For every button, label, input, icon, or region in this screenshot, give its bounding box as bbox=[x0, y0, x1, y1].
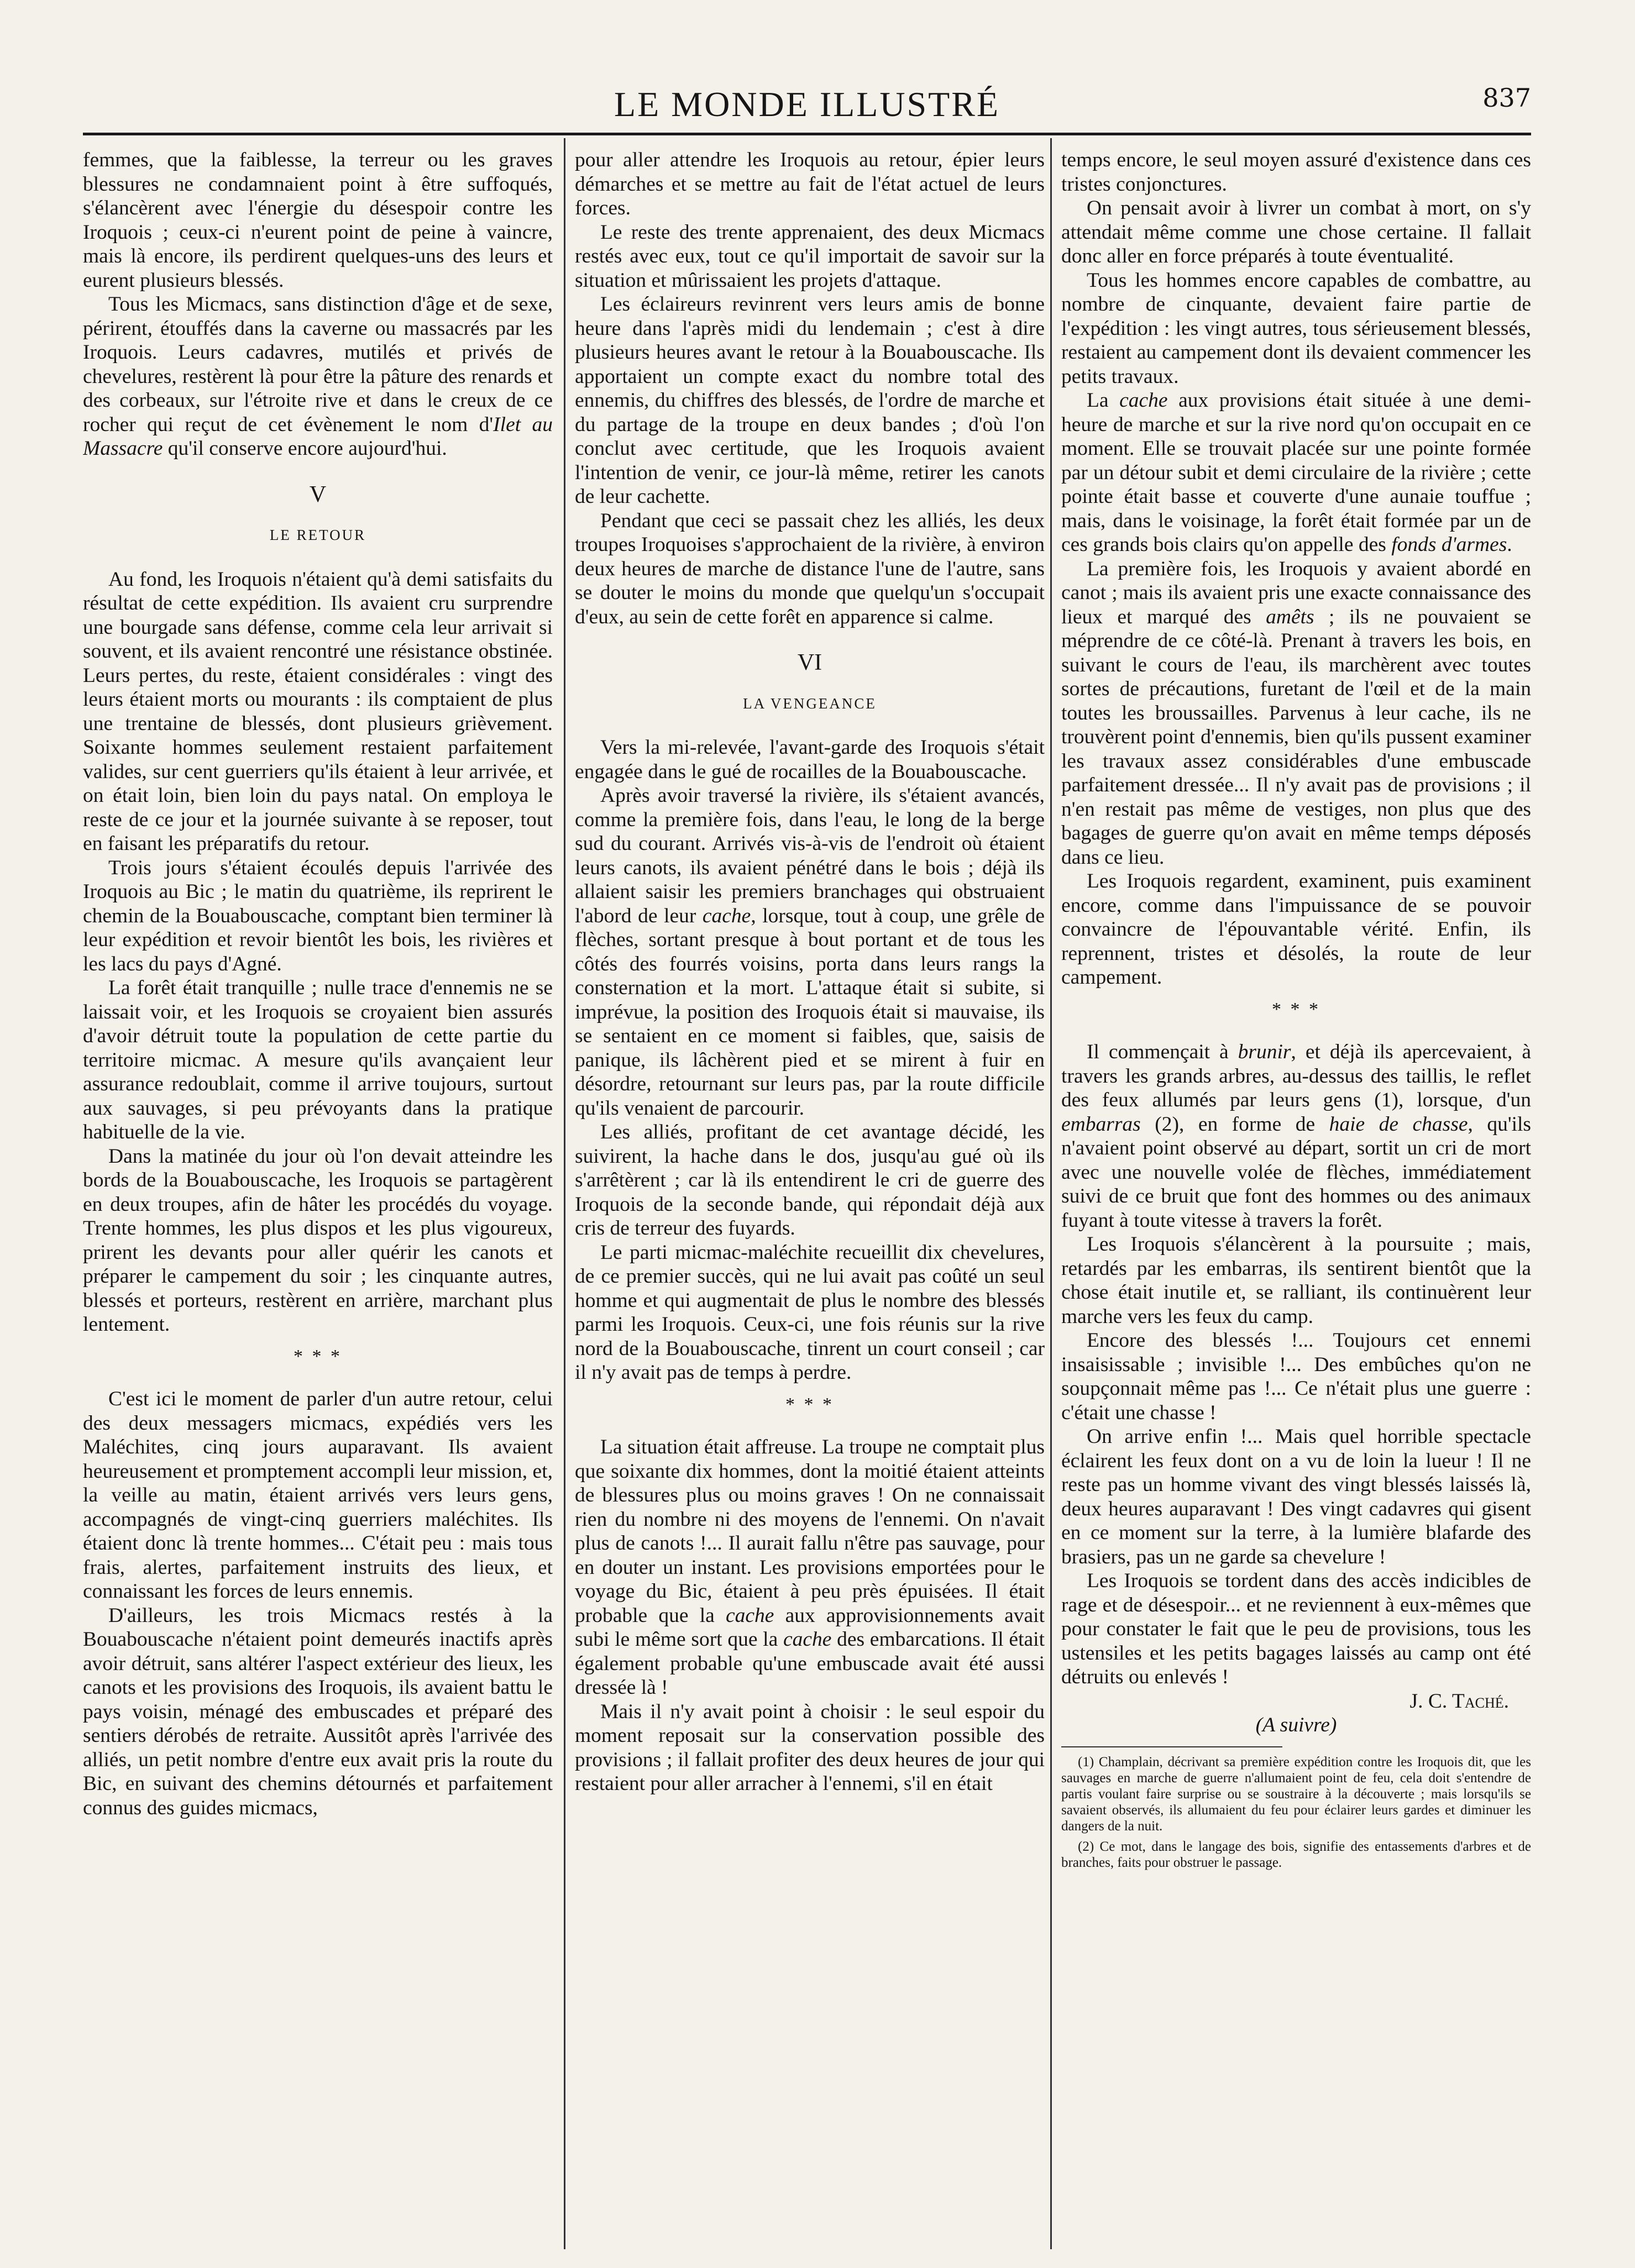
section-title: LA VENGEANCE bbox=[743, 695, 877, 712]
paragraph: femmes, que la faiblesse, la terreur ou les graves blessures ne condamnaient point à être suffoqués, s'élancèrent avec l'énergie du désespoir contre les Iroquois ; ceux-ci n'eurent point de peine à vaincre, mais là encore, ils perdirent quelques-uns des leurs et eurent plusieurs blessés. bbox=[83, 149, 553, 292]
paragraph: Les alliés, profitant de cet avantage décidé, les suivirent, la hache dans le dos, jusqu'au gué où ils s'arrêtèrent ; car là ils entendirent le cri de guerre des Iroquois de la seconde bande, qui répondait déjà aux cris de terreur des fuyards. bbox=[575, 1121, 1045, 1240]
paragraph: Trois jours s'étaient écoulés depuis l'arrivée des Iroquois au Bic ; le matin du quatrième, ils reprirent le chemin de la Bouabouscache, comptant bien terminer là leur expédition et revoir bientôt les bois, les rivières et les lacs du pays d'Agné. bbox=[83, 856, 553, 975]
paragraph: Les Iroquois regardent, examinent, puis examinent encore, comme dans l'impuissance de se pouvoir convaincre de l'épouvantable vérité. Enfin, ils reprennent, tristes et désolés, la route de leur campement. bbox=[1061, 870, 1531, 989]
asterism: * * * bbox=[294, 1346, 342, 1367]
column-2 bbox=[575, 148, 1045, 2248]
paragraph: La forêt était tranquille ; nulle trace d'ennemis ne se laissait voir, et les Iroquois se croyaient bien assurés d'avoir détruit toute la population de cette partie du territoire micmac. A mesure qu'ils avançaient leur assurance redoublait, comme il arrive toujours, surtout aux sauvages, si peu prévoyants dans la pratique habituelle de la vie. bbox=[83, 977, 553, 1143]
paragraph: La première fois, les Iroquois y avaient abordé en canot ; mais ils avaient pris une exacte connaissance des lieux et marqué des amêts ; ils ne pouvaient se méprendre de ce côté-là. Prenant à travers les bois, en suivant le cours de l'eau, ils marchèrent avec toutes sortes de précautions, furetant de l'œil et de la main toutes les broussailles. Parvenus à leur cache, ils ne trouvèrent point d'ennemis, bien qu'ils pussent examiner les travaux assez considérables d'une embuscade parfaitement dressée... Il n'y avait pas de provisions ; il n'en restait pas même de vestiges, non plus que des bagages de guerre qu'on avait en même temps déposés dans ce lieu. bbox=[1061, 557, 1531, 869]
footnote: (1) Champlain, décrivant sa première expédition contre les Iroquois dit, que les sauvages en marche de guerre n'allumaient point de feu, cela doit s'entendre de partis voulant faire surprise ou se soustraire à la découverte ; mais lorsqu'ils se savaient observés, ils allumaient du feu pour éclairer leurs gardes et diminuer les dangers de la nuit. bbox=[1061, 1754, 1531, 1834]
column-3 bbox=[1061, 148, 1531, 2248]
asterism: * * * bbox=[1272, 999, 1320, 1020]
paragraph: Dans la matinée du jour où l'on devait atteindre les bords de la Bouabouscache, les Iroquois se partagèrent en deux troupes, afin de hâter les procédés du voyage. Trente hommes, les plus dispos et les plus vigoureux, prirent les devants pour aller quérir les canots et préparer le campement du soir ; les cinquante autres, blessés et porteurs, restèrent en arrière, marchant plus lentement. bbox=[83, 1144, 553, 1336]
page-title: LE MONDE ILLUSTRÉ bbox=[614, 85, 1000, 124]
paragraph: Le parti micmac-maléchite recueillit dix chevelures, de ce premier succès, qui ne lui avait pas coûté un seul homme et qui augmentait de plus le nombre des blessés parmi les Iroquois. Ceux-ci, une fois réunis sur la rive nord de la Bouabouscache, tinrent un court conseil ; car il n'y avait pas de temps à perdre. bbox=[575, 1241, 1045, 1384]
paragraph: pour aller attendre les Iroquois au retour, épier leurs démarches et se mettre au fait de l'état actuel de leurs forces. bbox=[575, 149, 1045, 219]
paragraph: Tous les hommes encore capables de combattre, au nombre de cinquante, devaient faire partie de l'expédition : les vingt autres, tous sérieusement blessés, restaient au campement dont ils devaient commencer les petits travaux. bbox=[1061, 269, 1531, 388]
paragraph: temps encore, le seul moyen assuré d'existence dans ces tristes conjonctures. bbox=[1061, 149, 1531, 196]
paragraph: La situation était affreuse. La troupe ne comptait plus que soixante dix hommes, dont la moitié étaient atteints de blessures plus ou moins graves ! On ne connaissait rien du nombre ni des moyens de l'ennemi. On n'avait plus de canots !... Il aurait fallu n'être pas sauvage, pour en douter un instant. Les provisions emportées pour le voyage du Bic, étaient à peu près épuisées. Il était probable que la cache aux approvisionnements avait subi le même sort que la cache des embarcations. Il était également probable qu'une embuscade avait été aussi dressée là ! bbox=[575, 1436, 1045, 1699]
continued-note: (A suivre) bbox=[1255, 1714, 1337, 1736]
paragraph: La cache aux provisions était située à une demi-heure de marche et sur la rive nord qu'on occupait en ce moment. Elle se trouvait placée sur une pointe formée par un détour subit et demi circulaire de la rivière ; cette pointe était basse et couverte d'une aunaie touffue ; mais, dans le voisinage, la forêt était formée par un de ces grands bois clairs qu'on appelle des fonds d'armes. bbox=[1061, 389, 1531, 556]
asterism: * * * bbox=[785, 1394, 834, 1415]
paragraph: Les éclaireurs revinrent vers leurs amis de bonne heure dans l'après midi du lendemain ; c'est à dire plusieurs heures avant le retour à la Bouabouscache. Ils apportaient un compte exact du nombre total des ennemis, du chiffres des blessés, de l'ordre de marche et du partage de la troupe en deux bandes ; d'où l'on conclut avec certitude, que les Iroquois avaient l'intention de venir, ce jour-là même, retirer les canots de leur cachette. bbox=[575, 293, 1045, 508]
section-title: LE RETOUR bbox=[269, 527, 366, 543]
paragraph: Encore des blessés !... Toujours cet ennemi insaisissable ; invisible !... Des embûches qu'on ne soupçonnait même pas !... Ce n'était plus une guerre : c'était une chasse ! bbox=[1061, 1329, 1531, 1424]
paragraph: Pendant que ceci se passait chez les alliés, les deux troupes Iroquoises s'approchaient de la rivière, à environ deux heures de marche de distance l'une de l'autre, sans se douter le moins du monde que quelqu'un s'occupait d'eux, au sein de cette forêt en apparence si calme. bbox=[575, 509, 1045, 628]
author-signature: J. C. Taché. bbox=[1409, 1689, 1509, 1713]
paragraph: Mais il n'y avait point à choisir : le seul espoir du moment reposait sur la conservation possible des provisions ; il fallait profiter des deux heures de jour qui restaient pour aller arracher à l'ennemi, s'il en était bbox=[575, 1700, 1045, 1795]
column-rule bbox=[564, 138, 565, 2249]
paragraph: On pensait avoir à livrer un combat à mort, on s'y attendait même comme une chose certaine. Il fallait donc aller en force préparés à toute éventualité. bbox=[1061, 197, 1531, 267]
paragraph: D'ailleurs, les trois Micmacs restés à la Bouabouscache n'étaient point demeurés inactifs après avoir détruit, sans altérer l'aspect extérieur des lieux, les canots et les provisions des Iroquois, ils avaient battu le pays voisin, ménagé des embuscades et préparé des sentiers dérobés de retraite. Aussitôt après l'arrivée des alliés, un petit nombre d'entre eux avait pris la route du Bic, en suivant des chemins détournés et parfaitement connus des guides micmacs, bbox=[83, 1604, 553, 1819]
page-header bbox=[83, 83, 1531, 135]
paragraph: Le reste des trente apprenaient, des deux Micmacs restés avec eux, tout ce qu'il importait de savoir sur la situation et mûrissaient les projets d'attaque. bbox=[575, 221, 1045, 292]
column-1 bbox=[83, 148, 553, 2248]
chapter-number: VI bbox=[797, 650, 822, 675]
footnote: (2) Ce mot, dans le langage des bois, signifie des entassements d'arbres et de branches, faits pour obstruer le passage. bbox=[1061, 1839, 1531, 1870]
column-rule bbox=[1050, 138, 1052, 2249]
paragraph: Tous les Micmacs, sans distinction d'âge et de sexe, périrent, étouffés dans la caverne ou massacrés par les Iroquois. Leurs cadavres, mutilés et privés de chevelures, restèrent là pour être la pâture des renards et des corbeaux, sur l'étroite rive et dans le creux de ce rocher qui reçut de cet évènement le nom d'Ilet au Massacre qu'il conserve encore aujourd'hui. bbox=[83, 293, 553, 460]
page-number: 837 bbox=[1482, 83, 1531, 113]
paragraph: Après avoir traversé la rivière, ils s'étaient avancés, comme la première fois, dans l'eau, le long de la berge sud du courant. Arrivés vis-à-vis de l'endroit où étaient leurs canots, ils avaient pénétré dans le bois ; déjà ils allaient saisir les premiers branchages qui obstruaient l'abord de leur cache, lorsque, tout à coup, une grêle de flèches, sortant presque à bout portant et de tous les côtés des fourrés voisins, porta dans leurs rangs la consternation et la mort. L'attaque était si subite, si imprévue, la position des Iroquois était si mauvaise, ils se sentaient en ce moment si faibles, que, saisis de panique, ils lâchèrent pied et se mirent à fuir en désordre, retournant sur leurs pas, par la route difficile qu'ils venaient de parcourir. bbox=[575, 784, 1045, 1120]
footnote-divider bbox=[1061, 1746, 1282, 1747]
paragraph: Vers la mi-relevée, l'avant-garde des Iroquois s'était engagée dans le gué de rocailles de la Bouabouscache. bbox=[575, 736, 1045, 783]
paragraph: Au fond, les Iroquois n'étaient qu'à demi satisfaits du résultat de cette expédition. Ils avaient cru surprendre une bourgade sans défense, comme cela leur arrivait si souvent, et ils avaient rencontré une résistance obstinée. Leurs pertes, du reste, étaient considérales : vingt des leurs étaient morts ou mourants : ils comptaient de plus une trentaine de blessés, dont plusieurs grièvement. Soixante hommes seulement restaient parfaitement valides, sur cent guerriers qu'ils étaient à leur arrivée, et on était loin, bien loin du pays natal. On employa le reste de ce jour et la journée suivante à se reposer, tout en faisant les préparatifs du retour. bbox=[83, 568, 553, 855]
paragraph: Il commençait à brunir, et déjà ils apercevaient, à travers les grands arbres, au-dessus des taillis, le reflet des feux allumés par leurs gens (1), lorsque, d'un embarras (2), en forme de haie de chasse, qu'ils n'avaient point observé au départ, sortit un cri de mort avec une nouvelle volée de flèches, immédiatement suivi de ce bruit que font des hommes ou des animaux fuyant à toute vitesse à travers la forêt. bbox=[1061, 1041, 1531, 1232]
paragraph: Les Iroquois se tordent dans des accès indicibles de rage et de désespoir... et ne reviennent à eux-mêmes que pour constater le fait que le peu de provisions, tous les ustensiles et les petits bagages laissés au camp ont été détruits ou enlevés ! bbox=[1061, 1569, 1531, 1688]
chapter-number: V bbox=[309, 481, 327, 507]
paragraph: C'est ici le moment de parler d'un autre retour, celui des deux messagers micmacs, expédiés vers les Maléchites, cinq jours auparavant. Ils avaient heureusement et promptement accompli leur mission, et, la veille au matin, étaient arrivés vers leurs gens, accompagnés de vingt-cinq guerriers maléchites. Ils étaient donc là trente hommes... C'était peu : mais tous frais, alertes, parfaitement instruits des lieux, et connaissant les forces de leurs ennemis. bbox=[83, 1388, 553, 1603]
paragraph: Les Iroquois s'élancèrent à la poursuite ; mais, retardés par les embarras, ils sentirent bientôt que la chose était inutile et, se ralliant, ils continuèrent leur marche vers les feux du camp. bbox=[1061, 1233, 1531, 1328]
paragraph: On arrive enfin !... Mais quel horrible spectacle éclairent les feux dont on a vu de loin la lueur ! Il ne reste pas un homme vivant des vingt blessés laissés là, deux heures auparavant ! Des vingt cadavres qui gisent en ce moment sur la terre, à la lumière blafarde des brasiers, pas un ne garde sa chevelure ! bbox=[1061, 1425, 1531, 1568]
